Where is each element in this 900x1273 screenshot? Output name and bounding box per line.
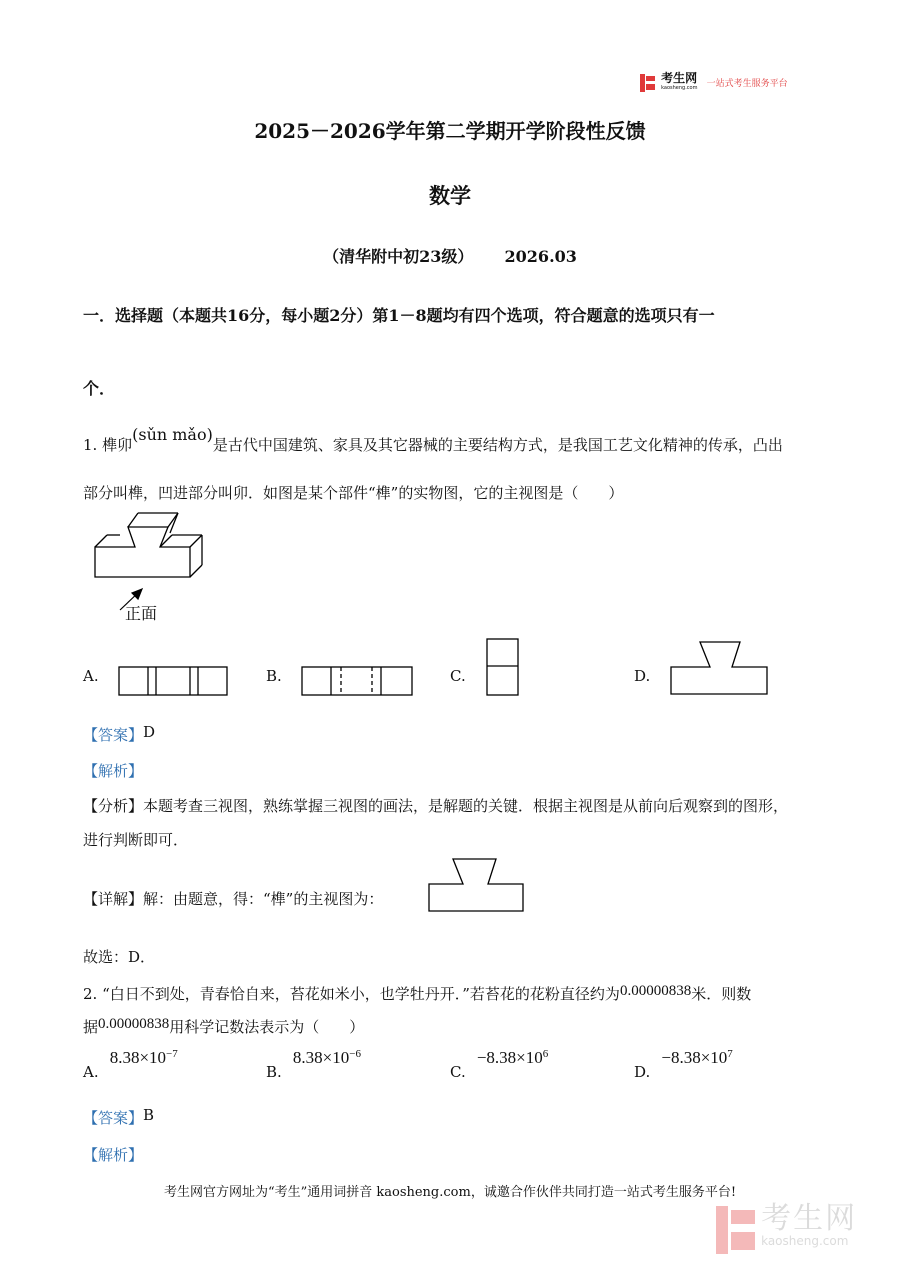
q1-fenxi-line1 xyxy=(83,795,788,816)
q1-detail-tag: 【详解】 xyxy=(83,890,144,908)
subtitle xyxy=(0,244,900,267)
q2-option-a-label: A. xyxy=(83,1063,99,1082)
q1-detail-figure xyxy=(428,858,528,913)
q1-option-a-figure xyxy=(118,666,228,696)
q1-word: 榫卯 xyxy=(102,436,133,454)
q1-figure-label: 正面 xyxy=(125,604,158,623)
q2-line1 xyxy=(83,983,751,1004)
q1-pinyin: (sǔn mǎo) xyxy=(132,425,213,444)
q1-option-c-label: C. xyxy=(450,667,466,685)
q1-option-d-figure xyxy=(670,641,770,696)
q2-text2a: 据 xyxy=(83,1018,99,1036)
logo-slogan: 一站式考生服务平台 xyxy=(706,79,788,89)
q1-fenxi-text1: 本题考查三视图，熟练掌握三视图的画法，是解题的关键．根据主视图是从前向后观察到的图形， xyxy=(143,797,789,815)
section-heading-cont: 个． xyxy=(83,379,116,398)
q2-option-a-exp: −7 xyxy=(166,1048,178,1060)
q2-value-repeat: 0.00000838 xyxy=(98,1016,170,1032)
q2-value: 0.00000838 xyxy=(619,983,692,999)
q1-option-a-label: A. xyxy=(83,667,99,685)
q1-number: 1. xyxy=(83,436,98,454)
q1-line2: 部分叫榫，凹进部分叫卯．如图是某个部件“榫”的实物图，它的主视图是（ ） xyxy=(83,484,624,502)
q1-detail-text: 解：由题意，得：“榫”的主视图为： xyxy=(143,890,384,908)
q1-conclusion: 故选：D． xyxy=(83,948,156,966)
logo-icon xyxy=(640,74,656,92)
q2-option-d-label: D. xyxy=(634,1063,651,1082)
q2-number: 2. xyxy=(83,985,98,1003)
q2-option-c-exp: 6 xyxy=(542,1048,549,1060)
q2-line2 xyxy=(83,1016,364,1037)
q2-text1a: “白日不到处，青春恰自来，苔花如米小，也学牡丹开．”若苔花的花粉直径约为 xyxy=(102,985,620,1003)
q2-option-a xyxy=(83,1048,178,1082)
q1-option-b-figure xyxy=(301,666,413,696)
subject-title: 数学 xyxy=(429,183,471,208)
section-heading: 一．选择题（本题共16分，每小题2分）第1－8题均有四个选项，符合题意的选项只有一 xyxy=(83,306,715,325)
footer-text: 考生网官方网址为“考生”通用词拼音 kaosheng.com，诚邀合作伙伴共同打造一站式考生服务平台! xyxy=(163,1185,737,1200)
header-logo xyxy=(640,72,788,93)
subtitle-school: （清华附中初23级） xyxy=(323,247,474,266)
q2-option-c-label: C. xyxy=(450,1063,466,1082)
q2-option-b-coef: 8.38×10 xyxy=(292,1048,350,1068)
q1-line1 xyxy=(83,425,783,455)
logo-en: kaosheng.com xyxy=(661,84,698,91)
q1-answer-tag: 【答案】 xyxy=(83,726,144,744)
q1-option-c-figure xyxy=(486,638,520,696)
q1-fenxi-line2: 进行判断即可． xyxy=(83,831,189,849)
q2-analysis-tag: 【解析】 xyxy=(83,1146,144,1164)
q2-option-d xyxy=(634,1048,733,1082)
q1-option-b-label: B. xyxy=(266,667,282,685)
q2-option-d-coef: −8.38×10 xyxy=(661,1048,728,1068)
q1-option-d-label: D. xyxy=(634,667,651,685)
q2-option-a-coef: 8.38×10 xyxy=(109,1048,167,1068)
q2-text2b: 用科学记数法表示为（ ） xyxy=(169,1018,365,1036)
watermark-logo-icon xyxy=(716,1206,756,1254)
q2-text1b: 米．则数 xyxy=(691,985,752,1003)
q1-answer-value: D xyxy=(143,723,156,741)
q1-answer xyxy=(83,724,155,745)
q1-detail-line xyxy=(83,888,383,909)
logo-cn: 考生网 xyxy=(661,70,698,85)
q2-option-b-label: B. xyxy=(266,1063,282,1082)
q1-fenxi-tag: 【分析】 xyxy=(83,797,144,815)
q2-option-b-exp: −6 xyxy=(349,1048,361,1060)
watermark-en: kaosheng.com xyxy=(761,1234,849,1248)
q2-option-c xyxy=(450,1048,549,1082)
q2-option-d-exp: 7 xyxy=(727,1048,733,1060)
q1-analysis-tag: 【解析】 xyxy=(83,762,144,780)
subtitle-date: 2026.03 xyxy=(504,247,577,266)
q1-text1: 是古代中国建筑、家具及其它器械的主要结构方式，是我国工艺文化精神的传承，凸出 xyxy=(212,436,783,454)
watermark-cn: 考生网 xyxy=(761,1201,858,1236)
q2-option-c-coef: −8.38×10 xyxy=(476,1048,543,1068)
footer-watermark xyxy=(716,1201,858,1254)
q2-answer-value: B xyxy=(143,1106,155,1124)
q2-answer-tag: 【答案】 xyxy=(83,1109,144,1127)
q2-option-b xyxy=(266,1048,361,1082)
q2-answer xyxy=(83,1107,154,1128)
page-title: 2025－2026学年第二学期开学阶段性反馈 xyxy=(254,119,646,143)
